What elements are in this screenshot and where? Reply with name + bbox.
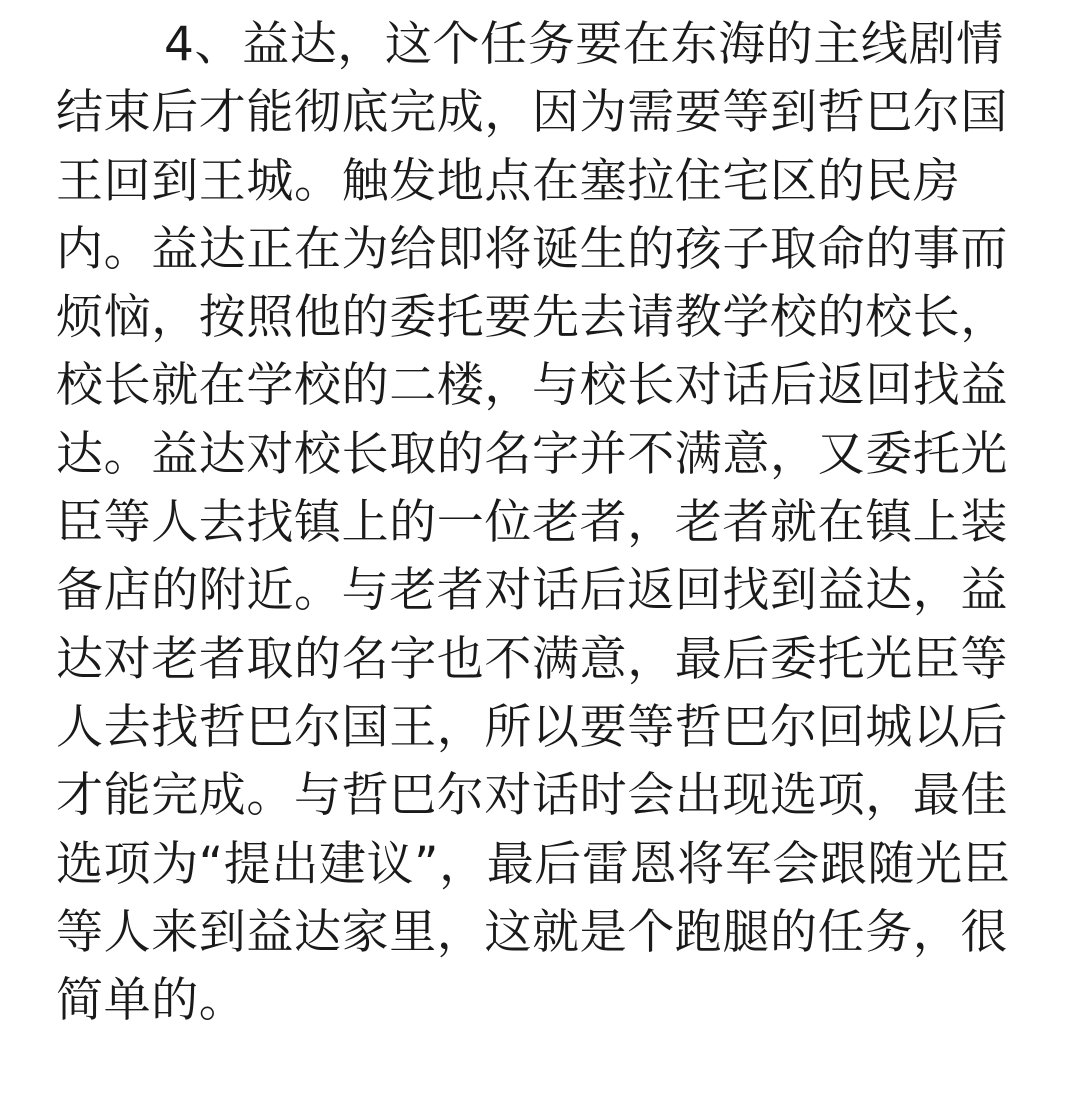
paragraph-line: 选项为“提出建议”，最后雷恩将军会跟随光臣 [56, 836, 1011, 892]
paragraph-line: 校长就在学校的二楼，与校长对话后返回找益 [56, 358, 1008, 414]
paragraph-line: 内。益达正在为给即将诞生的孩子取命的事而 [56, 221, 1008, 277]
paragraph-line: 结束后才能彻底完成，因为需要等到哲巴尔国 [56, 85, 1008, 141]
paragraph-line: 才能完成。与哲巴尔对话时会出现选项，最佳 [56, 768, 1008, 824]
paragraph-line: 备店的附近。与老者对话后返回找到益达，益 [56, 563, 1008, 619]
paragraph-line: 臣等人去找镇上的一位老者，老者就在镇上装 [56, 495, 1008, 551]
paragraph-line: 人去找哲巴尔国王，所以要等哲巴尔回城以后 [56, 699, 1008, 755]
paragraph-line: 简单的。 [56, 973, 247, 1029]
paragraph-line: 等人来到益达家里，这就是个跑腿的任务，很 [56, 904, 1008, 960]
paragraph-line: 达对老者取的名字也不满意，最后委托光臣等 [56, 631, 1008, 687]
paragraph-line: 达。益达对校长取的名字并不满意，又委托光 [56, 426, 1008, 482]
paragraph-line: 烦恼，按照他的委托要先去请教学校的校长， [56, 290, 1008, 346]
paragraph-line: 4、益达，这个任务要在东海的主线剧情 [164, 17, 1004, 72]
paragraph-line: 王回到王城。触发地点在塞拉住宅区的民房 [56, 153, 961, 209]
article-body [56, 11, 1026, 1035]
